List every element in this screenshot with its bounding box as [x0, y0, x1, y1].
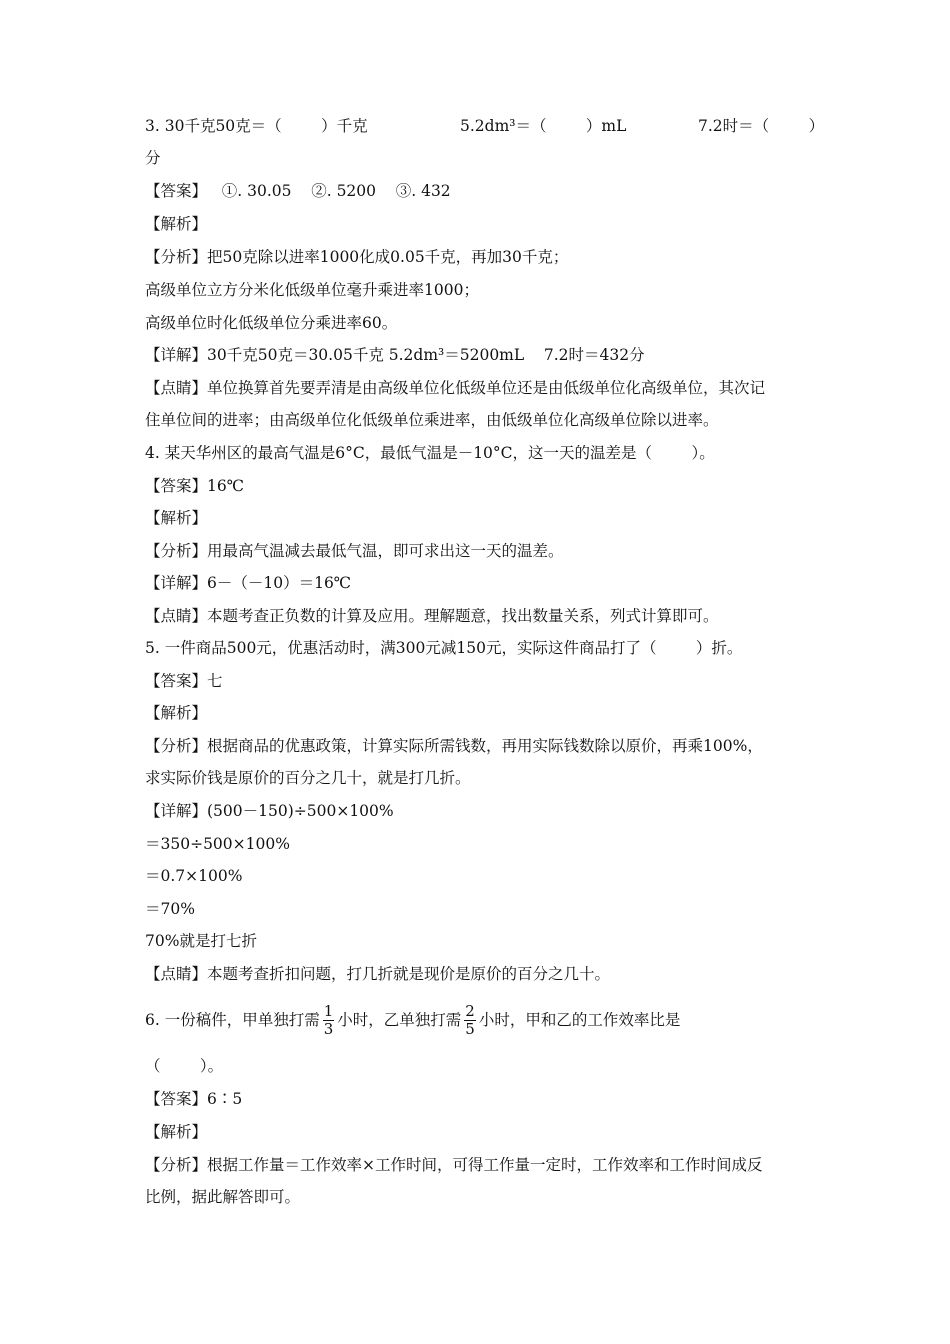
fraction-1-denominator: 3 — [323, 1019, 334, 1038]
fraction-two-fifths — [464, 1003, 476, 1038]
analysis-6-line-1: 【分析】根据工作量＝工作效率×工作时间，可得工作量一定时，工作效率和工作时间成反 — [145, 1156, 763, 1174]
question-3-part-1: 3. 30千克50克＝（ ）千克 — [145, 117, 368, 135]
detail-5-line-1: 【详解】(500－150)÷500×100% — [145, 802, 394, 820]
analysis-5-line-2: 求实际价钱是原价的百分之几十，就是打几折。 — [145, 769, 471, 787]
note-4: 【点睛】本题考查正负数的计算及应用。理解题意，找出数量关系，列式计算即可。 — [145, 607, 719, 625]
question-6-blank: （ ）。 — [145, 1057, 224, 1075]
question-5: 5. 一件商品500元，优惠活动时，满300元减150元，实际这件商品打了（ ）折。 — [145, 639, 743, 657]
detail-5-line-4: ＝70% — [145, 900, 195, 918]
answer-5: 【答案】七 — [145, 672, 223, 690]
question-6-part-c: 小时，甲和乙的工作效率比是 — [478, 1011, 681, 1029]
analysis-5-line-1: 【分析】根据商品的优惠政策，计算实际所需钱数，再用实际钱数除以原价，再乘100%， — [145, 737, 763, 755]
answer-4: 【答案】16℃ — [145, 477, 245, 495]
detail-3: 【详解】30千克50克＝30.05千克 5.2dm³＝5200mL 7.2时＝432分 — [145, 346, 645, 364]
fraction-2-denominator: 5 — [465, 1019, 475, 1038]
analysis-3: 【分析】把50克除以进率1000化成0.05千克，再加30千克； — [145, 248, 569, 266]
question-6 — [145, 998, 680, 1042]
question-3 — [145, 116, 860, 136]
detail-5-line-3: ＝0.7×100% — [145, 867, 243, 885]
analysis-heading-6: 【解析】 — [145, 1123, 208, 1141]
detail-4: 【详解】6－（－10）＝16℃ — [145, 574, 352, 592]
question-3-tail: 分 — [145, 149, 161, 167]
analysis-heading-3: 【解析】 — [145, 215, 208, 233]
question-4: 4. 某天华州区的最高气温是6°C，最低气温是－10°C，这一天的温差是（ ）。 — [145, 444, 715, 462]
analysis-4: 【分析】用最高气温减去最低气温，即可求出这一天的温差。 — [145, 542, 564, 560]
analysis-3-line-2: 高级单位立方分米化低级单位毫升乘进率1000； — [145, 281, 479, 299]
analysis-heading-4: 【解析】 — [145, 509, 208, 527]
question-3-part-3: 7.2时＝（ ） — [698, 117, 825, 135]
answer-3: 【答案】 ①. 30.05 ②. 5200 ③. 432 — [145, 182, 451, 200]
analysis-3-line-3: 高级单位时化低级单位分乘进率60。 — [145, 314, 398, 332]
question-6-part-a: 6. 一份稿件，甲单独打需 — [145, 1011, 320, 1029]
question-3-part-2: 5.2dm³＝（ ）mL — [460, 117, 627, 135]
answer-6: 【答案】6∶5 — [145, 1090, 243, 1108]
fraction-1-numerator: 1 — [323, 1001, 334, 1020]
question-6-part-b: 小时，乙单独打需 — [337, 1011, 462, 1029]
detail-5-line-5: 70%就是打七折 — [145, 932, 257, 950]
note-3-line-2: 住单位间的进率；由高级单位化低级单位乘进率，由低级单位化高级单位除以进率。 — [145, 411, 719, 429]
note-3-line-1: 【点睛】单位换算首先要弄清是由高级单位化低级单位还是由低级单位化高级单位，其次记 — [145, 379, 766, 397]
fraction-2-numerator: 2 — [465, 1001, 475, 1020]
detail-5-line-2: ＝350÷500×100% — [145, 835, 290, 853]
note-5: 【点睛】本题考查折扣问题，打几折就是现价是原价的百分之几十。 — [145, 965, 611, 983]
analysis-6-line-2: 比例，据此解答即可。 — [145, 1188, 301, 1206]
fraction-one-third — [323, 1003, 335, 1038]
analysis-heading-5: 【解析】 — [145, 704, 208, 722]
